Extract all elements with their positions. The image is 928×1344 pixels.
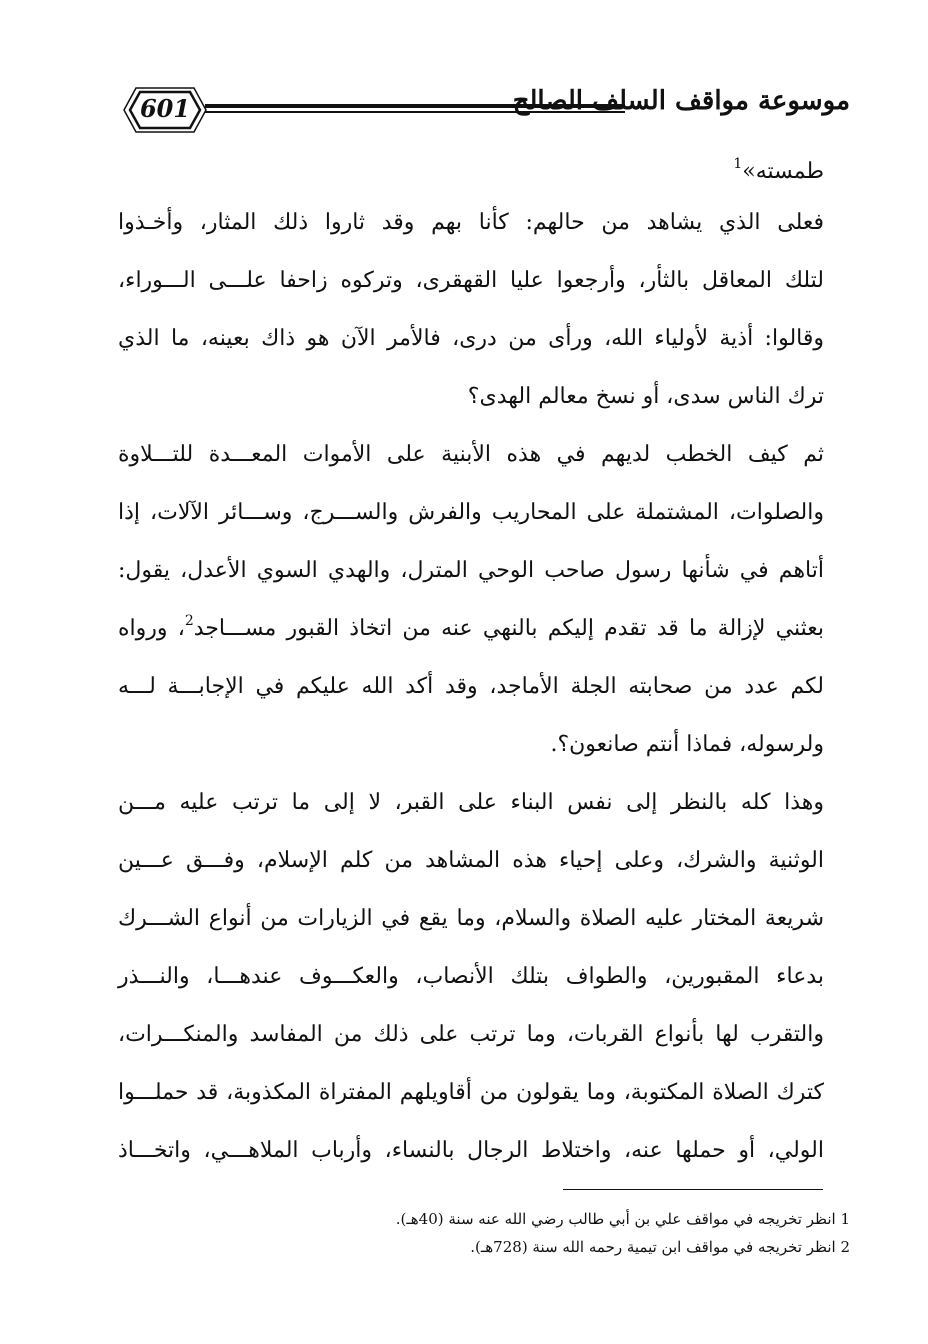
- page-number-badge: [120, 84, 210, 136]
- footnote-number: 2: [840, 1238, 850, 1256]
- series-title: موسوعة مواقف السلف الصالح: [512, 86, 850, 116]
- text-line: ثم كيف الخطب لديهم في هذه الأبنية على الأموات المعـــدة للتـــلاوة: [118, 442, 824, 467]
- page-header: [110, 78, 850, 150]
- footnote: [300, 1233, 850, 1261]
- text-line: أتاهم في شأنها رسول صاحب الوحي المترل، والهدي السوي الأعدل، يقول:: [118, 558, 824, 583]
- body-text: [118, 150, 824, 1180]
- footnote-text: انظر تخريجه في مواقف ابن تيمية رحمه الله سنة (728هـ).: [470, 1238, 836, 1256]
- text-line: بدعاء المقبورين، والطواف بتلك الأنصاب، والعكـــوف عندهـــا، والنـــذر: [118, 964, 824, 989]
- text-line: والصلوات، المشتملة على المحاريب والفرش والســـرج، وســـائر الآلات، إذا: [118, 500, 824, 525]
- footnote-number: 1: [840, 1210, 850, 1228]
- text-line: لكم عدد من صحابته الجلة الأماجد، وقد أكد الله عليكم في الإجابـــة لـــه: [118, 674, 824, 699]
- text-line: لتلك المعاقل بالثأر، وأرجعوا عليا القهقرى، وتركوه زاحفا علـــى الـــوراء،: [118, 268, 824, 293]
- footnote-separator: [563, 1189, 823, 1190]
- text-line: وهذا كله بالنظر إلى نفس البناء على القبر، لا إلى ما ترتب عليه مـــن: [118, 790, 824, 815]
- text-line: الوثنية والشرك، وعلى إحياء هذه المشاهد من كلم الإسلام، وفـــق عـــين: [118, 848, 824, 873]
- footnotes: [300, 1205, 850, 1261]
- footnote-ref[interactable]: 1: [733, 155, 743, 172]
- footnote: [300, 1205, 850, 1233]
- text-line: وقالوا: أذية لأولياء الله، ورأى من درى، فالأمر الآن هو ذاك بعينه، ما الذي: [118, 326, 824, 351]
- text-line: فعلى الذي يشاهد من حالهم: كأنا بهم وقد ثاروا ذلك المثار، وأخـذوا: [118, 210, 824, 235]
- page-number: 601: [139, 94, 191, 123]
- footnote-text: انظر تخريجه في مواقف علي بن أبي طالب رضي الله عنه سنة (40هـ).: [395, 1210, 836, 1228]
- text-line: والتقرب لها بأنواع القربات، وما ترتب على ذلك من المفاسد والمنكـــرات،: [118, 1022, 824, 1047]
- text-line: بعثني لإزالة ما قد تقدم إليكم بالنهي عنه من اتخاذ القبور مســـاجد$^2$، ورواه: [118, 612, 824, 641]
- text-line: ولرسوله، فماذا أنتم صانعون؟.: [550, 732, 824, 757]
- text-line: الولي، أو حملها عنه، واختلاط الرجال بالنساء، وأرباب الملاهـــي، واتخـــاذ: [118, 1138, 824, 1163]
- text-line: طمسته»$^1$: [733, 155, 824, 184]
- footnote-ref[interactable]: 2: [184, 612, 194, 629]
- text-line: شريعة المختار عليه الصلاة والسلام، وما يقع في الزيارات من أنواع الشـــرك: [118, 906, 824, 931]
- text-line: ترك الناس سدى، أو نسخ معالم الهدى؟: [467, 384, 824, 409]
- text-line: كترك الصلاة المكتوبة، وما يقولون من أقاويلهم المفتراة المكذوبة، قد حملـــوا: [118, 1080, 824, 1105]
